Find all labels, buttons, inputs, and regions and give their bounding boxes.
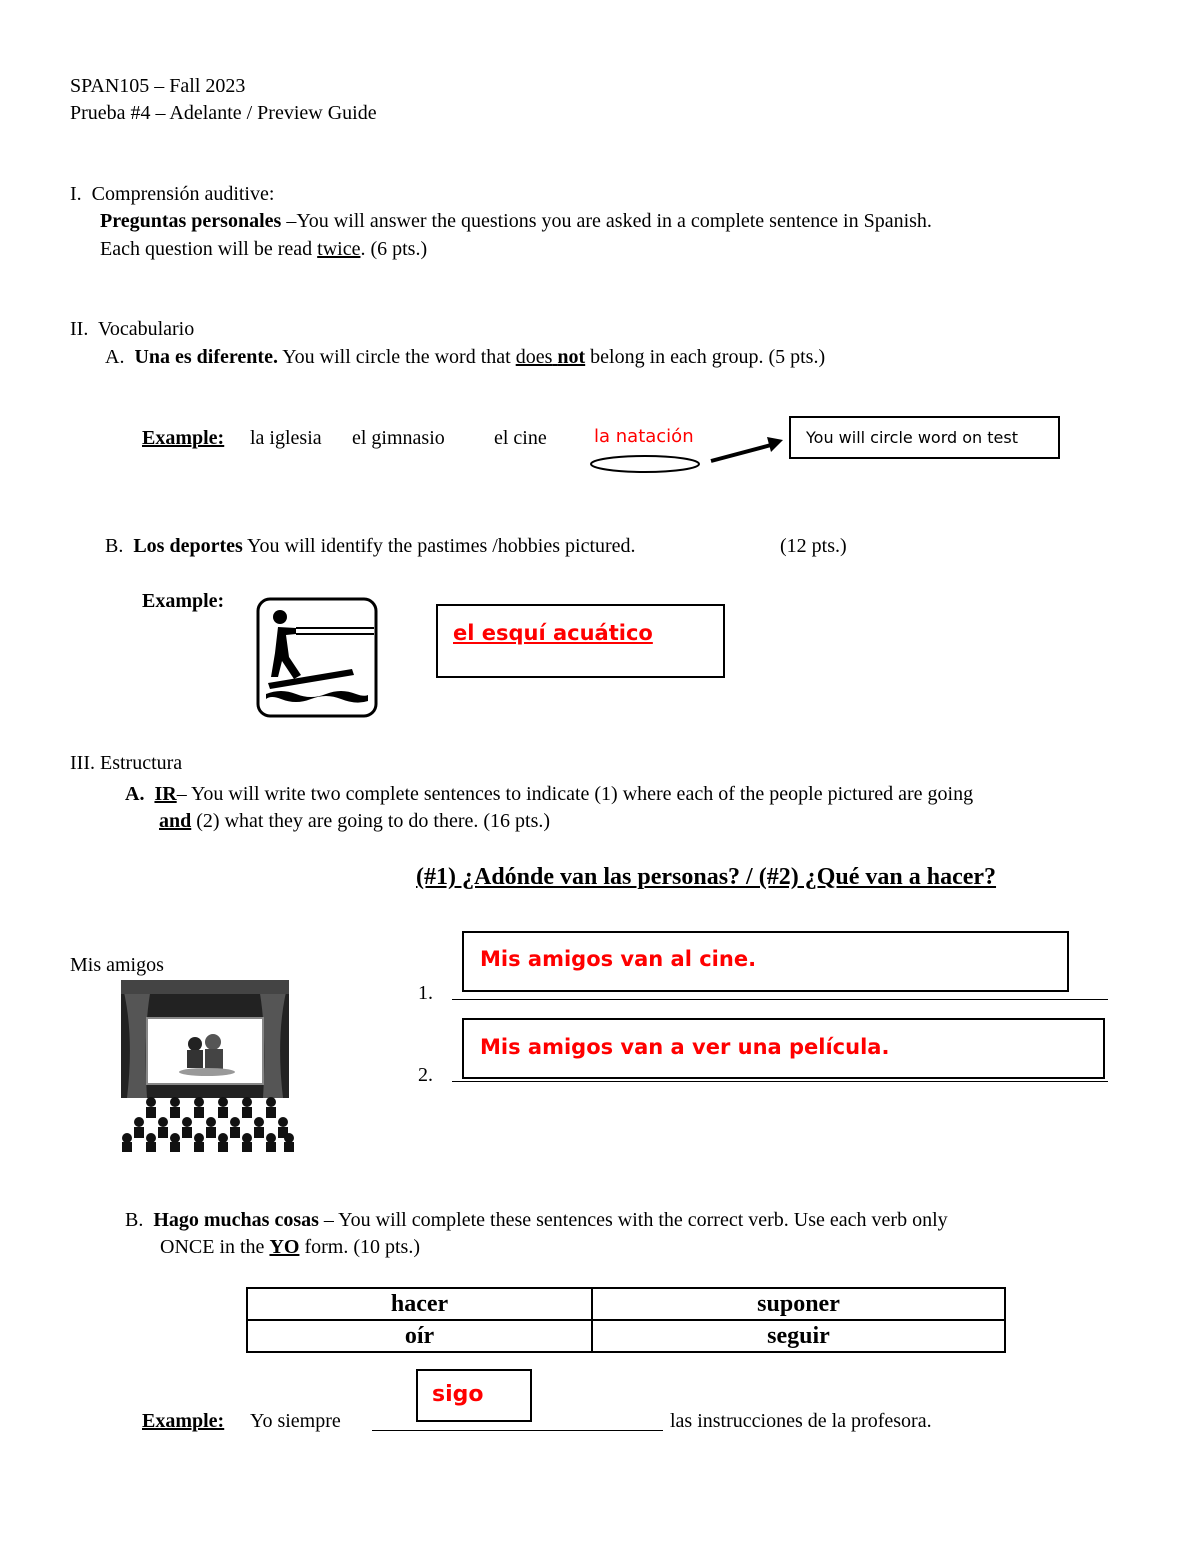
section-3a-letter: A.: [125, 783, 145, 805]
answer-line-2[interactable]: [452, 1081, 1108, 1082]
section-1-heading: [70, 182, 274, 206]
course-title: SPAN105 – Fall 2023: [70, 75, 246, 97]
section-1-label: Preguntas personales: [100, 210, 282, 232]
section-1-line-1: [100, 209, 932, 233]
example-label-2b: Example:: [142, 590, 225, 612]
answer-3a-2: Mis amigos van a ver una película.: [480, 1035, 890, 1059]
answer-3a-1: Mis amigos van al cine.: [480, 947, 757, 971]
section-3b-line-1: [125, 1208, 948, 1232]
note-box: [789, 416, 1060, 459]
section-3a-line-2: [159, 809, 550, 833]
water-ski-icon: [256, 597, 378, 718]
note-text: You will circle word on test: [806, 428, 1018, 447]
example-label-3b: Example:: [142, 1410, 225, 1432]
section-2a-line: [105, 345, 825, 369]
section-2a-not: not: [557, 346, 586, 368]
section-1-text-2: Each question will be read: [100, 238, 318, 260]
example-3b-pre: Yo siempre: [250, 1410, 341, 1432]
section-2b-line: [105, 534, 636, 558]
answer-box-3a-1: [462, 931, 1069, 992]
answer-box-2b: [436, 604, 725, 678]
example-word-3: el cine: [494, 427, 547, 449]
section-3b-text-2: ONCE in the: [160, 1236, 270, 1258]
section-3-title: Estructura: [99, 752, 183, 774]
section-2-title: Vocabulario: [97, 318, 195, 340]
example-label-2a: Example:: [142, 427, 225, 449]
section-2a-text-post: belong in each group. (5 pts.): [585, 346, 826, 368]
section-1-points: . (6 pts.): [360, 238, 428, 260]
line-number-2: 2.: [418, 1064, 433, 1086]
movie-theater-icon: [117, 980, 297, 1152]
section-2a-letter: A.: [105, 346, 125, 368]
section-3b-label: Hago muchas cosas: [153, 1209, 319, 1231]
section-2b-letter: B.: [105, 535, 124, 557]
section-2a-text: You will circle the word that: [277, 346, 516, 368]
section-2-heading: [70, 317, 194, 341]
verb-cell: oír: [247, 1320, 592, 1352]
section-2b-label: Los deportes: [133, 535, 243, 557]
example-answer-2a: la natación: [594, 426, 694, 447]
section-2-number: II.: [70, 318, 89, 340]
answer-line-1[interactable]: [452, 999, 1108, 1000]
example-3b-blank[interactable]: [372, 1430, 663, 1431]
section-3a-label: IR: [154, 783, 177, 805]
verb-cell: hacer: [247, 1288, 592, 1320]
section-1-text-1: –You will answer the questions you are asked in a complete sentence in Spanish.: [281, 210, 932, 232]
section-3b-letter: B.: [125, 1209, 144, 1231]
answer-3b: sigo: [432, 1382, 484, 1407]
answer-2b: el esquí acuático: [453, 621, 653, 645]
section-1-title: Comprensión auditive:: [91, 183, 275, 205]
section-2a-does: does: [515, 346, 553, 368]
section-3a-and: and: [159, 810, 192, 832]
verb-table-row: [247, 1288, 1005, 1320]
section-1-twice: twice: [317, 238, 361, 260]
answer-box-3b: [416, 1369, 532, 1422]
section-3a-question: (#1) ¿Adónde van las personas? / (#2) ¿Qué van a hacer?: [416, 864, 997, 890]
line-number-1: 1.: [418, 982, 433, 1004]
example-3b-post: las instrucciones de la profesora.: [670, 1410, 932, 1432]
verb-cell: suponer: [592, 1288, 1005, 1320]
verb-table: [246, 1287, 1006, 1353]
section-3-number: III.: [70, 752, 95, 774]
example-word-1: la iglesia: [250, 427, 322, 449]
section-2b-points: (12 pts.): [780, 535, 847, 557]
section-3b-yo: YO: [269, 1236, 300, 1258]
section-3a-text-2: (2) what they are going to do there. (16 pts.): [191, 810, 551, 832]
section-2a-label: Una es diferente.: [134, 346, 278, 368]
section-3-heading: [70, 751, 182, 775]
circle-ellipse: [585, 448, 705, 478]
verb-cell: seguir: [592, 1320, 1005, 1352]
page-subtitle: Prueba #4 – Adelante / Preview Guide: [70, 102, 377, 124]
section-3b-line-2: [160, 1235, 420, 1259]
section-2b-text: You will identify the pastimes /hobbies pictured.: [242, 535, 636, 557]
verb-table-row: [247, 1320, 1005, 1352]
section-1-number: I.: [70, 183, 82, 205]
section-3b-text-1: – You will complete these sentences with the correct verb. Use each verb only: [318, 1209, 948, 1231]
answer-box-3a-2: [462, 1018, 1105, 1079]
arrow-icon: [705, 428, 790, 468]
subject-label: Mis amigos: [70, 954, 164, 976]
section-3b-points: form. (10 pts.): [299, 1236, 420, 1258]
section-3a-line-1: [125, 782, 973, 806]
section-1-line-2: [100, 237, 427, 261]
example-word-2: el gimnasio: [352, 427, 445, 449]
section-3a-text-1: – You will write two complete sentences to indicate (1) where each of the people pictured are going: [176, 783, 974, 805]
